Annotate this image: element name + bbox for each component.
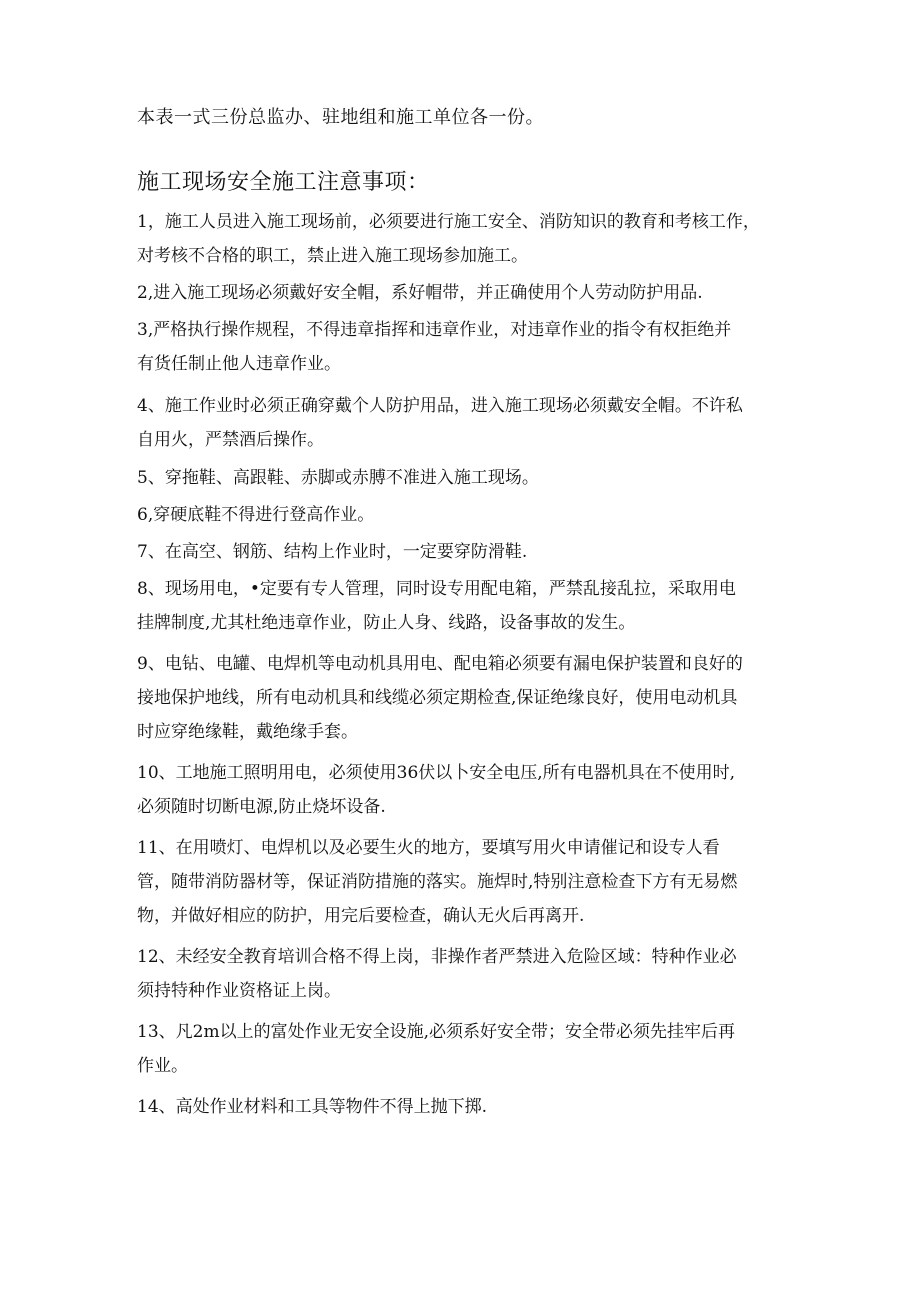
list-item [137,1015,797,1083]
list-item [137,276,797,310]
list-item [137,498,797,532]
item-line: 1，施工人员进入施工现场前，必须要进行施工安全、消防知识的教育和考核工作， [137,212,760,232]
item-line: 管，随带消防器材等，保证消防措施的落实。施焊时,特别注意检查下方有无易燃 [137,872,738,892]
item-line: 作业。 [137,1056,188,1076]
item-line: 12、未经安全教育培训合格不得上岗，非操作者严禁进入危险区域：特种作业必 [137,947,737,967]
list-item [137,647,797,749]
item-line: 有货任制止他人违章作业。 [137,354,341,374]
list-item [137,535,797,569]
item-line: 接地保护地线，所有电动机具和线缆必须定期检查,保证绝缘良好，使用电动机具 [137,688,738,708]
item-line: 自用火，严禁酒后操作。 [137,430,324,450]
section-title: 施工现场安全施工注意事项： [137,170,430,195]
list-item [137,313,797,381]
item-line: 必须随时切断电源,防止烧坏设备. [137,797,386,817]
item-line: 13、凡2m以上的富处作业无安全设施,必须系好安全带；安全带必须先挂牢后再 [137,1022,735,1042]
item-line: 4、施工作业时必须正确穿戴个人防护用品，进入施工现场必须戴安全帽。不许私 [137,396,743,416]
distribution-note: 本表一式三份总监办、驻地组和施工单位各一份。 [137,107,544,128]
item-line: 8、现场用电，•定要有专人管理，同时设专用配电箱，严禁乱接乱拉，采取用电 [137,579,736,599]
list-item [137,389,797,457]
item-line: 10、工地施工照明用电，必须使用36伏以卜安全电压,所有电器机具在不使用时, [137,763,736,783]
list-item [137,940,797,1008]
list-item [137,205,797,273]
list-item [137,756,797,824]
list-item [137,1090,797,1124]
item-line: 时应穿绝缘鞋，戴绝缘手套。 [137,722,358,742]
item-line: 9、电钻、电罐、电焊机等电动机具用电、配电箱必须要有漏电保护装置和良好的 [137,654,743,674]
item-line: 7、在高空、钢筋、结构上作业时，一定要穿防滑鞋. [137,542,528,562]
item-line: 2,进入施工现场必须戴好安全帽，系好帽带，并正确使用个人劳动防护用品. [137,283,703,303]
item-line: 6,穿硬底鞋不得进行登高作业。 [137,505,375,525]
list-item [137,572,797,640]
list-item [137,461,797,495]
item-line: 3,严格执行操作规程，不得违章指挥和违章作业，对违章作业的指令有权拒绝并 [137,320,732,340]
item-line: 挂牌制度,尤其杜绝违章作业，防止人身、线路，设备事故的发生。 [137,613,636,633]
item-line: 物，并做好相应的防护，用完后要检查，确认无火后再离开. [137,906,585,926]
item-line: 14、高处作业材料和工具等物件不得上抛下掷. [137,1097,488,1117]
item-line: 须持特种作业资格证上岗。 [137,981,341,1001]
item-line: 5、穿拖鞋、高跟鞋、赤脚或赤膊不准进入施工现场。 [137,468,539,488]
list-item [137,831,797,933]
item-line: 11、在用喷灯、电焊机以及必要生火的地方，要填写用火申请催记和设专人看 [137,838,720,858]
item-line: 对考核不合格的职工，禁止进入施工现场参加施工。 [137,246,528,266]
